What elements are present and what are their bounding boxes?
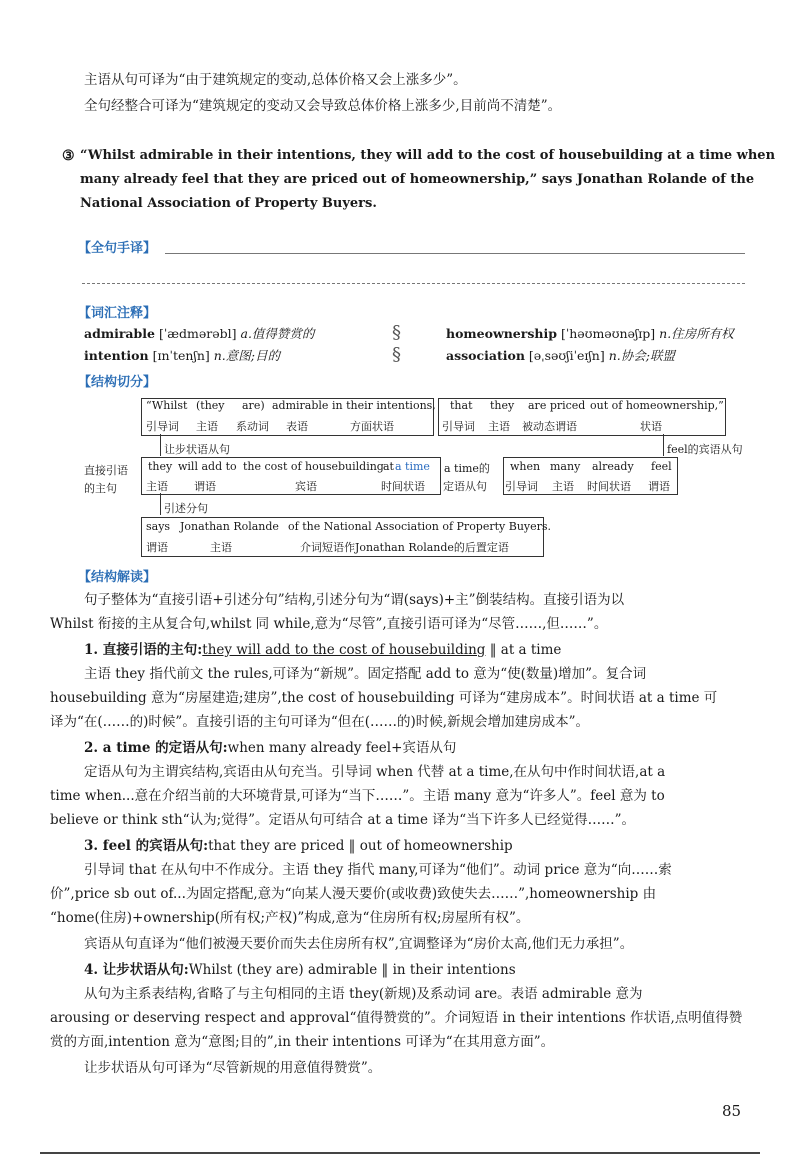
diagram-role: 引导词 bbox=[505, 480, 538, 493]
connector-line bbox=[160, 434, 161, 456]
analysis-text: 宾语从句直译为“他们被漫天要价而失去住房所有权”,宜调整译为“房价太高,他们无力承担”。 bbox=[84, 936, 634, 952]
write-line-1 bbox=[165, 253, 745, 254]
section-translate: 【全句手译】 bbox=[78, 241, 157, 256]
diagram-word: they bbox=[490, 399, 515, 412]
diagram-word: in their intentions, bbox=[332, 399, 436, 412]
analysis-text: Whilst 衔接的主从复合句,whilst 同 while,意为“尽管”,直接引语可译为“尽管……,但……”。 bbox=[50, 616, 608, 632]
diagram-role: 谓语 bbox=[194, 480, 216, 493]
diagram-word: they bbox=[148, 460, 173, 473]
label-concession: 让步状语从句 bbox=[164, 443, 230, 456]
diagram-word: out of homeownership,” bbox=[590, 399, 724, 412]
diagram-word: (they bbox=[196, 399, 225, 412]
label-report-clause: 引述分句 bbox=[164, 502, 208, 515]
connector-line bbox=[663, 434, 664, 456]
diagram-role: 宾语 bbox=[295, 480, 317, 493]
diagram-role: 时间状语 bbox=[587, 480, 631, 493]
diagram-role: 引导词 bbox=[442, 420, 475, 433]
diagram-word: Jonathan Rolande bbox=[180, 520, 279, 533]
diagram-role: 主语 bbox=[210, 541, 232, 554]
analysis-text: believe or think sth“认为;觉得”。定语从句可结合 at a time 译为“当下许多人已经觉得……”。 bbox=[50, 812, 636, 828]
diagram-word: are) bbox=[242, 399, 265, 412]
diagram-role: 状语 bbox=[640, 420, 662, 433]
diagram-word: already bbox=[592, 460, 634, 473]
diagram-word: admirable bbox=[272, 399, 329, 412]
label-object-clause: feel的宾语从句 bbox=[667, 443, 743, 456]
vocab-item-admirable: admirable [ˈædmərəbl] a.值得赞赏的 bbox=[84, 326, 315, 341]
analysis-text: time when...意在介绍当前的大环境背景,可译为“当下……”。主语 many 意为“许多人”。feel 意为 to bbox=[50, 788, 665, 804]
top-line-2: 全句经整合可译为“建筑规定的变动又会导致总体价格上涨多少,目前尚不清楚”。 bbox=[84, 98, 562, 114]
page-number: 85 bbox=[722, 1102, 742, 1120]
diagram-word: many bbox=[550, 460, 581, 473]
analysis-text: 从句为主系表结构,省略了与主句相同的主语 they(新规)及系动词 are。表语 admirable 意为 bbox=[84, 986, 643, 1002]
section-analysis: 【结构解读】 bbox=[78, 570, 157, 585]
vocab-item-association: association [əˌsəʊʃiˈeɪʃn] n.协会;联盟 bbox=[446, 348, 675, 363]
diagram-word: says bbox=[146, 520, 171, 533]
analysis-text: housebuilding 意为“房屋建造;建房”,the cost of housebuilding 可译为“建房成本”。时间状语 at a time 可 bbox=[50, 690, 718, 706]
sentence-line-2: many already feel that they are priced out of homeownership,” says Jonathan Rolande of the bbox=[80, 172, 755, 187]
diagram-word: “Whilst bbox=[146, 399, 188, 412]
label-atime: a time的 bbox=[444, 462, 490, 475]
diagram-role: 主语 bbox=[146, 480, 168, 493]
diagram-role: 谓语 bbox=[648, 480, 670, 493]
label-relative-clause: 定语从句 bbox=[443, 480, 487, 493]
analysis-heading-3: 3. feel 的宾语从句:that they are priced ‖ out of homeownership bbox=[84, 838, 513, 854]
vocab-item-homeownership: homeownership [ˈhəʊməʊnəʃɪp] n.住房所有权 bbox=[446, 326, 734, 341]
diagram-role: 系动词 bbox=[236, 420, 269, 433]
section-vocab: 【词汇注释】 bbox=[78, 306, 157, 321]
diagram-role: 介词短语作Jonathan Rolande的后置定语 bbox=[300, 541, 509, 554]
analysis-text: “home(住房)+ownership(所有权;产权)”构成,意为“住房所有权;房屋所有权”。 bbox=[50, 910, 530, 926]
analysis-text: 主语 they 指代前文 the rules,可译为“新规”。固定搭配 add to 意为“使(数量)增加”。复合词 bbox=[84, 666, 647, 682]
analysis-text: 译为“在(……的)时候”。直接引语的主句可译为“但在(……的)时候,新规会增加建房成本”。 bbox=[50, 714, 589, 730]
analysis-text: 赏的方面,intention 意为“意图;目的”,in their intentions 可译为“在其用意方面”。 bbox=[50, 1034, 555, 1050]
diagram-word: a time bbox=[395, 460, 430, 473]
analysis-heading-1: 1. 直接引语的主句:they will add to the cost of housebuilding ‖ at a time bbox=[84, 642, 562, 658]
vocab-item-intention: intention [ɪnˈtenʃn] n.意图;目的 bbox=[84, 348, 280, 363]
diagram-role: 主语 bbox=[488, 420, 510, 433]
diagram-word: at bbox=[383, 460, 394, 473]
diagram-role: 表语 bbox=[286, 420, 308, 433]
diagram-role: 主语 bbox=[196, 420, 218, 433]
vocab-divider-icon: § § bbox=[392, 322, 401, 365]
diagram-role: 主语 bbox=[552, 480, 574, 493]
analysis-text: 引导词 that 在从句中不作成分。主语 they 指代 many,可译为“他们”。动词 price 意为“向……索 bbox=[84, 862, 672, 878]
section-structure: 【结构切分】 bbox=[78, 375, 157, 390]
label-main-2: 的主句 bbox=[84, 482, 117, 495]
label-main-1: 直接引语 bbox=[84, 464, 128, 477]
analysis-text: 定语从句为主谓宾结构,宾语由从句充当。引导词 when 代替 at a time,在从句中作时间状语,at a bbox=[84, 764, 666, 780]
diagram-word: will add to bbox=[178, 460, 237, 473]
diagram-role: 时间状语 bbox=[381, 480, 425, 493]
write-line-2 bbox=[82, 283, 745, 284]
sentence-line-1: “Whilst admirable in their intentions, they will add to the cost of housebuilding at a time when bbox=[80, 148, 776, 163]
connector-line bbox=[160, 493, 161, 515]
diagram-word: feel bbox=[651, 460, 672, 473]
analysis-heading-2: 2. a time 的定语从句:when many already feel+宾语从句 bbox=[84, 740, 457, 756]
diagram-role: 方面状语 bbox=[350, 420, 394, 433]
analysis-text: 让步状语从句可译为“尽管新规的用意值得赞赏”。 bbox=[84, 1060, 382, 1076]
diagram-role: 被动态谓语 bbox=[522, 420, 577, 433]
analysis-text: arousing or deserving respect and approval“值得赞赏的”。介词短语 in their intentions 作状语,点明值得赞 bbox=[50, 1010, 743, 1026]
analysis-text: 价”,price sb out of...为固定搭配,意为“向某人漫天要价(或收费)致使失去……”,homeownership 由 bbox=[50, 886, 657, 902]
diagram-role: 谓语 bbox=[146, 541, 168, 554]
diagram-word: that bbox=[450, 399, 473, 412]
sentence-number: ③ bbox=[62, 148, 75, 164]
footer-rule bbox=[40, 1152, 760, 1154]
top-line-1: 主语从句可译为“由于建筑规定的变动,总体价格又会上涨多少”。 bbox=[84, 72, 467, 88]
diagram-word: when bbox=[510, 460, 541, 473]
analysis-text: 句子整体为“直接引语+引述分句”结构,引述分句为“谓(says)+主”倒装结构。直接引语为以 bbox=[84, 592, 625, 608]
analysis-heading-4: 4. 让步状语从句:Whilst (they are) admirable ‖ in their intentions bbox=[84, 962, 516, 978]
diagram-role: 引导词 bbox=[146, 420, 179, 433]
diagram-word: of the National Association of Property Buyers. bbox=[288, 520, 552, 533]
sentence-line-3: National Association of Property Buyers. bbox=[80, 196, 377, 211]
diagram-word: are priced bbox=[528, 399, 586, 412]
diagram-word: the cost of housebuilding bbox=[243, 460, 384, 473]
